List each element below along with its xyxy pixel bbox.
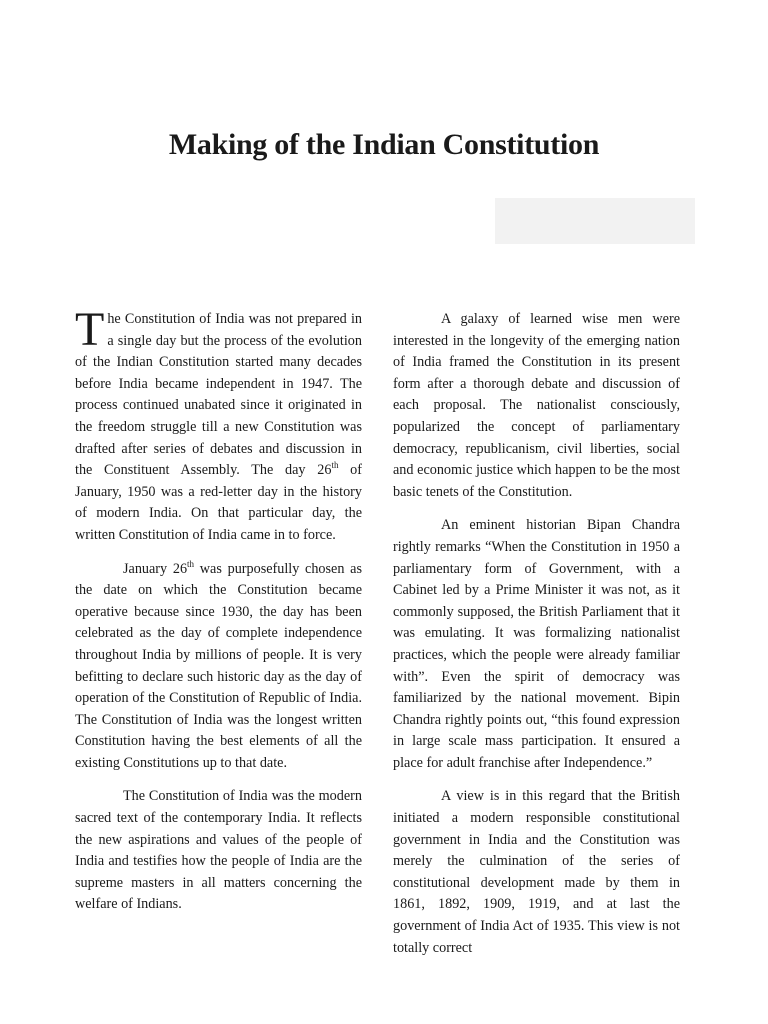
paragraph-3: The Constitution of India was the modern sacred text of the contemporary India. It reflects the new aspirations and values of the people of India and testifies how the people of India are the supreme masters in all matters concerning the welfare of Indians. xyxy=(75,788,362,913)
superscript: th xyxy=(187,558,195,569)
right-column xyxy=(393,309,680,971)
superscript: th xyxy=(331,460,339,471)
gray-placeholder-box xyxy=(495,198,695,244)
paragraph-2 xyxy=(75,559,362,775)
paragraph-1-text-end: of January, 1950 was a red-letter day in the history of modern India. On that particular day, the written Constitution of India came in to force. xyxy=(75,462,362,543)
drop-cap: T xyxy=(75,303,105,356)
paragraph-2-text-start: January 26 xyxy=(123,560,188,577)
left-column xyxy=(75,303,362,928)
paragraph-2-text: was purposefully chosen as the date on which the Constitution became operative because since 1930, the day has been celebrated as the day of complete independence throughout India by millions of people. It is very befitting to declare such historic day as the day of operation of the Constitution of Republic of India. The Constitution of India was the longest written Constitution having the best elements of all the existing Constitutions up to that date. xyxy=(75,560,362,771)
page-title: Making of the Indian Constitution xyxy=(168,128,600,161)
paragraph-1 xyxy=(75,303,362,547)
paragraph-1-text: he Constitution of India was not prepared in a single day but the process of the evolution of the Indian Constitution started many decades before India became independent in 1947. The process continued unabated since it originated in the freedom struggle till a new Constitution was drafted after series of debates and discussion in the Constituent Assembly. The day 26 xyxy=(75,311,362,479)
paragraph-5: An eminent historian Bipan Chandra rightly remarks “When the Constitution in 1950 a parliamentary form of Government, with a Cabinet led by a Prime Minister it was not, as it commonly supposed, the British Parliament that it was emulating. It was formalizing nationalist practices, which the people were already familiar with”. Even the spirit of democracy was familiarized by the national movement. Bipin Chandra rightly points out, “this found expression in large scale mass participation. It ensured a place for adult franchise after Independence.” xyxy=(393,517,680,771)
paragraph-4: A galaxy of learned wise men were interested in the longevity of the emerging nation of India framed the Constitution in its present form after a thorough debate and discussion of each proposal. The nationalist consciously, popularized the concept of parliamentary democracy, republicanism, civil liberties, social and economic justice which happen to be the most basic tenets of the Constitution. xyxy=(393,311,680,500)
paragraph-6: A view is in this regard that the British initiated a modern responsible constitutional government in India and the Constitution was merely the culmination of the series of constitutional development made by them in 1861, 1892, 1909, 1919, and at last the government of India Act of 1935. This view is not totally correct xyxy=(393,788,680,956)
